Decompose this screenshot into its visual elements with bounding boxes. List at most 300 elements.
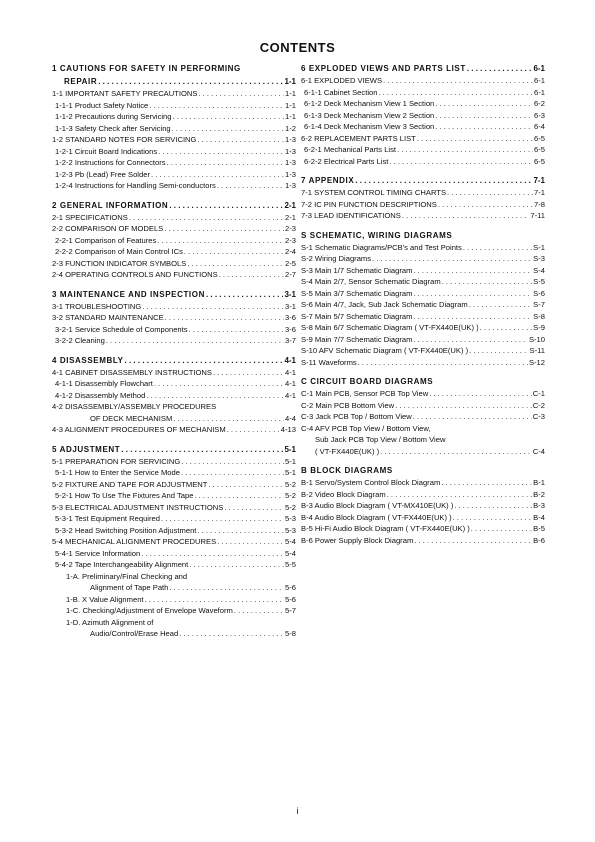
dot-leader <box>413 334 528 346</box>
toc-entry[interactable] <box>52 301 296 313</box>
toc-entry-title: 2-2-1 Comparison of Features <box>55 235 157 245</box>
toc-entry-title: S SCHEMATIC, WIRING DIAGRAMS <box>301 230 453 240</box>
toc-entry[interactable] <box>52 617 296 629</box>
toc-entry[interactable] <box>301 388 545 400</box>
toc-entry[interactable] <box>301 265 545 277</box>
toc-entry-title: 5-1 PREPARATION FOR SERVICING <box>52 456 181 466</box>
toc-entry[interactable] <box>52 559 296 571</box>
toc-entry[interactable] <box>52 146 296 158</box>
toc-entry-title: C-4 AFV PCB Top View / Bottom View, <box>301 423 431 433</box>
dot-leader <box>467 63 533 75</box>
toc-entry-page: 3-1 <box>284 289 296 299</box>
toc-entry[interactable] <box>301 156 545 168</box>
dot-leader <box>429 388 532 400</box>
toc-entry-page: 1-1 <box>285 112 296 121</box>
toc-entry[interactable] <box>301 75 545 87</box>
dot-leader <box>389 156 533 168</box>
toc-entry[interactable] <box>52 571 296 583</box>
dot-leader <box>435 121 533 133</box>
toc-entry-title: 2 GENERAL INFORMATION <box>52 200 169 210</box>
toc-entry[interactable] <box>301 500 545 512</box>
dot-leader <box>413 265 532 277</box>
toc-heading[interactable] <box>301 175 545 187</box>
toc-entry[interactable] <box>301 334 545 346</box>
toc-entry[interactable] <box>52 490 296 502</box>
dot-leader <box>414 535 532 547</box>
toc-entry-page: S-5 <box>533 277 545 286</box>
toc-entry[interactable] <box>301 400 545 412</box>
toc-entry-page: S-7 <box>533 300 545 309</box>
toc-entry-page: 7-1 <box>534 188 545 197</box>
toc-entry-title: 1-A. Preliminary/Final Checking and <box>66 571 188 581</box>
toc-entry[interactable] <box>301 489 545 501</box>
dot-leader <box>206 289 283 301</box>
dot-leader <box>121 444 283 456</box>
toc-entry[interactable] <box>52 594 296 606</box>
dot-leader <box>157 235 284 247</box>
toc-section <box>52 63 296 192</box>
toc-entry-title: S-8 Main 6/7 Schematic Diagram ( VT-FX440E(UK) ) <box>301 323 479 332</box>
toc-entry-title: 6-2-1 Mechanical Parts List <box>304 145 397 154</box>
toc-entry[interactable] <box>301 253 545 265</box>
dot-leader <box>181 467 284 479</box>
toc-entry-page: 7-8 <box>534 199 545 209</box>
toc-entry-title: B-6 Power Supply Block Diagram <box>301 535 414 545</box>
toc-entry[interactable] <box>52 605 296 617</box>
toc-entry-title: 7-3 LEAD IDENTIFICATIONS <box>301 211 401 220</box>
toc-entry[interactable] <box>301 345 545 357</box>
toc-entry-title: 2-1 SPECIFICATIONS <box>52 212 128 222</box>
toc-entry-page: 5-3 <box>285 525 296 535</box>
dot-leader <box>454 500 532 512</box>
toc-entry-page: 2-5 <box>285 258 296 268</box>
toc-entry[interactable] <box>301 87 545 99</box>
dot-leader <box>224 502 284 514</box>
dot-leader <box>213 367 284 379</box>
toc-section <box>301 63 545 167</box>
toc-entry[interactable] <box>301 357 545 369</box>
toc-entry-title: 5-3-1 Test Equipment Required <box>55 514 160 523</box>
toc-entry-page: 2-4 <box>285 247 296 256</box>
toc-entry[interactable] <box>301 535 545 547</box>
toc-entry[interactable] <box>52 157 296 169</box>
toc-entry[interactable] <box>52 123 296 135</box>
toc-entry-title: B-3 Audio Block Diagram ( VT-MX410E(UK) ) <box>301 501 454 510</box>
dot-leader <box>234 605 284 617</box>
toc-entry-title: 1-2-2 Instructions for Connectors <box>55 158 166 167</box>
dot-leader <box>378 87 533 99</box>
toc-entry[interactable] <box>52 467 296 479</box>
toc-entry-title: 1-2 STANDARD NOTES FOR SERVICING <box>52 135 197 144</box>
toc-entry-page: 1-3 <box>285 158 296 167</box>
toc-entry-page: 5-1 <box>285 456 296 466</box>
toc-entry-page: B-5 <box>533 524 545 533</box>
toc-heading[interactable] <box>301 376 545 388</box>
dot-leader <box>197 525 284 537</box>
toc-entry-title: Audio/Control/Erase Head <box>90 629 179 638</box>
toc-entry[interactable] <box>52 390 296 402</box>
toc-entry-page: B-1 <box>533 478 545 487</box>
toc-entry[interactable] <box>301 311 545 323</box>
toc-entry-title: B-4 Audio Block Diagram ( VT-FX440E(UK) ) <box>301 512 452 522</box>
toc-entry-page: 6-2 <box>534 99 545 108</box>
toc-section <box>301 175 545 222</box>
toc-entry-title: 3-2 STANDARD MAINTENANCE <box>52 313 164 322</box>
toc-heading[interactable] <box>52 355 296 367</box>
toc-entry[interactable] <box>52 212 296 224</box>
dot-leader <box>208 479 284 491</box>
dot-leader <box>106 335 284 347</box>
toc-entry[interactable] <box>52 100 296 112</box>
dot-leader <box>402 210 529 222</box>
toc-entry-page: B-2 <box>533 489 545 499</box>
toc-entry-page: 5-1 <box>285 468 296 477</box>
toc-entry[interactable] <box>301 423 545 435</box>
dot-leader <box>145 594 284 606</box>
toc-entry-page: 4-13 <box>280 425 296 434</box>
toc-entry-page: S-3 <box>533 254 545 263</box>
dot-leader <box>173 111 285 123</box>
toc-entry[interactable] <box>301 121 545 133</box>
toc-heading[interactable] <box>52 200 296 212</box>
dot-leader <box>355 175 532 187</box>
toc-entry-page: 1-3 <box>285 135 296 144</box>
toc-entry[interactable] <box>52 324 296 336</box>
dot-leader <box>125 355 284 367</box>
toc-section <box>52 444 296 640</box>
toc-entry[interactable] <box>301 299 545 311</box>
toc-entry[interactable] <box>52 235 296 247</box>
toc-entry-title: 5-2-1 How To Use The Fixtures And Tape <box>55 491 194 500</box>
toc-section <box>52 355 296 436</box>
toc-entry[interactable] <box>301 434 545 446</box>
dot-leader <box>413 411 532 423</box>
toc-entry-title: 1-1-1 Product Safety Notice <box>55 100 149 110</box>
toc-entry-page: B-4 <box>533 512 545 522</box>
toc-entry-title: 6-2-2 Electrical Parts List <box>304 156 389 166</box>
toc-entry[interactable] <box>52 536 296 548</box>
toc-entry-page: C-4 <box>532 446 545 456</box>
toc-entry[interactable] <box>301 512 545 524</box>
toc-entry-title: S-7 Main 5/7 Schematic Diagram <box>301 311 413 321</box>
dot-leader <box>173 413 284 425</box>
toc-section <box>301 376 545 457</box>
toc-entry-title: ( VT-FX440E(UK) ) <box>315 446 380 456</box>
toc-entry-title: 6-1 EXPLODED VIEWS <box>301 76 383 85</box>
dot-leader <box>194 490 284 502</box>
toc-entry[interactable] <box>52 502 296 514</box>
toc-entry-title: 6-1-2 Deck Mechanism View 1 Section <box>304 99 435 108</box>
dot-leader <box>129 212 284 224</box>
toc-entry[interactable] <box>52 424 296 436</box>
dot-leader <box>417 133 533 145</box>
toc-entry-page: 1-3 <box>285 169 296 179</box>
toc-heading[interactable] <box>301 465 545 477</box>
toc-entry-title: C-1 Main PCB, Sensor PCB Top View <box>301 389 429 398</box>
dot-leader <box>219 269 284 281</box>
toc-entry-page: 4-1 <box>285 367 296 377</box>
toc-entry-title: REPAIR <box>64 77 98 86</box>
dot-leader <box>395 400 532 412</box>
toc-entry-page: 5-2 <box>285 479 296 489</box>
toc-entry-page: 6-5 <box>534 133 545 143</box>
dot-leader <box>146 390 284 402</box>
dot-leader <box>154 378 284 390</box>
toc-entry[interactable] <box>52 335 296 347</box>
toc-entry[interactable] <box>52 525 296 537</box>
toc-entry-title: 1-2-4 Instructions for Handling Semi-conductors <box>55 181 216 190</box>
toc-entry-title: S-4 Main 2/7, Sensor Schematic Diagram <box>301 277 441 286</box>
toc-entry[interactable] <box>301 98 545 110</box>
dot-leader <box>184 246 284 258</box>
toc-entry-page: C-3 <box>532 412 545 421</box>
toc-entry-page: 7-11 <box>530 211 545 220</box>
toc-entry[interactable] <box>52 269 296 281</box>
toc-entry-page: C-2 <box>532 400 545 410</box>
dot-leader <box>164 223 284 235</box>
toc-entry-title: S-10 AFV Schematic Diagram ( VT-FX440E(UK) ) <box>301 346 469 355</box>
toc-entry-title: 5-4 MECHANICAL ALIGNMENT PROCEDURES <box>52 537 217 546</box>
toc-entry-title: 4-3 ALIGNMENT PROCEDURES OF MECHANISM <box>52 425 226 434</box>
toc-entry[interactable] <box>301 187 545 199</box>
toc-entry[interactable] <box>301 523 545 535</box>
toc-heading[interactable] <box>301 63 545 75</box>
toc-entry-page: 2-3 <box>285 235 296 245</box>
toc-entry[interactable] <box>52 180 296 192</box>
toc-entry-page: 1-2 <box>285 123 296 133</box>
toc-entry[interactable] <box>52 413 296 425</box>
toc-entry[interactable] <box>52 246 296 258</box>
toc-entry-title: 5-4-2 Tape Interchangeability Alignment <box>55 560 189 569</box>
toc-entry-page: S-8 <box>533 311 545 321</box>
toc-entry-page: 6-3 <box>534 110 545 120</box>
toc-entry-title: B-1 Servo/System Control Block Diagram <box>301 478 441 487</box>
toc-entry-page: 3-6 <box>285 313 296 322</box>
toc-right-column <box>301 62 545 554</box>
toc-entry-page: 6-4 <box>534 122 545 131</box>
toc-entry-title: 1-C. Checking/Adjustment of Envelope Waveform <box>66 606 233 615</box>
toc-entry[interactable] <box>301 210 545 222</box>
dot-leader <box>227 424 280 436</box>
toc-entry[interactable] <box>52 111 296 123</box>
toc-entry-title: S-5 Main 3/7 Schematic Diagram <box>301 288 413 298</box>
toc-entry[interactable] <box>301 276 545 288</box>
toc-entry[interactable] <box>52 367 296 379</box>
dot-leader <box>469 299 532 311</box>
toc-entry[interactable] <box>52 582 296 594</box>
toc-entry[interactable] <box>301 144 545 156</box>
toc-entry-title: 4-1-2 Disassembly Method <box>55 390 146 400</box>
toc-entry-page: 6-1 <box>534 76 545 85</box>
toc-entry[interactable] <box>52 548 296 560</box>
dot-leader <box>217 536 284 548</box>
toc-entry[interactable] <box>52 479 296 491</box>
dot-leader <box>413 288 532 300</box>
toc-entry[interactable] <box>52 513 296 525</box>
toc-entry-page: S-6 <box>533 288 545 298</box>
toc-entry-title: S-3 Main 1/7 Schematic Diagram <box>301 265 413 275</box>
dot-leader <box>198 88 284 100</box>
toc-entry-page: 6-1 <box>533 64 545 73</box>
toc-entry-title: 4 DISASSEMBLY <box>52 355 124 365</box>
dot-leader <box>169 200 283 212</box>
toc-entry-title: 1 CAUTIONS FOR SAFETY IN PERFORMING <box>52 64 241 73</box>
dot-leader <box>187 258 284 270</box>
toc-entry[interactable] <box>301 288 545 300</box>
toc-entry-title: C CIRCUIT BOARD DIAGRAMS <box>301 377 434 386</box>
dot-leader <box>169 582 284 594</box>
toc-entry-title: 3-2-2 Cleaning <box>55 336 105 345</box>
dot-leader <box>172 123 284 135</box>
toc-entry-title: 3-2-1 Service Schedule of Components <box>55 324 188 334</box>
toc-section <box>52 200 296 281</box>
toc-entry-title: 2-4 OPERATING CONTROLS AND FUNCTIONS <box>52 270 218 279</box>
toc-entry-page: 1-3 <box>285 181 296 190</box>
dot-leader <box>358 357 528 369</box>
toc-entry[interactable] <box>301 411 545 423</box>
toc-entry-title: 2-3 FUNCTION INDICATOR SYMBOLS <box>52 258 187 268</box>
toc-entry-title: 7-2 IC PIN FUNCTION DESCRIPTIONS <box>301 199 437 209</box>
toc-section <box>52 289 296 347</box>
toc-entry-page: 3-6 <box>285 324 296 334</box>
toc-entry-title: Alignment of Tape Path <box>90 583 169 592</box>
toc-entry-title: OF DECK MECHANISM <box>90 413 173 423</box>
toc-entry-title: 5-2 FIXTURE AND TAPE FOR ADJUSTMENT <box>52 479 208 489</box>
toc-entry-title: 6 EXPLODED VIEWS AND PARTS LIST <box>301 64 466 73</box>
toc-entry[interactable] <box>301 110 545 122</box>
toc-entry-page: S-1 <box>533 242 545 252</box>
toc-entry-title: 6-2 REPLACEMENT PARTS LIST <box>301 133 416 143</box>
toc-entry-title: 4-1 CABINET DISASSEMBLY INSTRUCTIONS <box>52 367 212 377</box>
toc-entry-title: 1-1-2 Precautions during Servicing <box>55 112 172 121</box>
toc-entry-page: 1-3 <box>285 146 296 156</box>
toc-entry-title: B-5 Hi-Fi Audio Block Diagram ( VT-FX440E(UK) ) <box>301 524 470 533</box>
dot-leader <box>387 489 532 501</box>
toc-entry-title: 3 MAINTENANCE AND INSPECTION <box>52 289 205 299</box>
toc-entry-title: 7 APPENDIX <box>301 176 355 185</box>
toc-heading[interactable] <box>52 76 296 88</box>
toc-entry-page: 4-1 <box>284 355 296 365</box>
toc-entry-title: 5-1-1 How to Enter the Service Mode <box>55 468 180 477</box>
toc-entry-title: 7-1 SYSTEM CONTROL TIMING CHARTS <box>301 188 447 197</box>
dot-leader <box>165 312 284 324</box>
dot-leader <box>217 180 284 192</box>
toc-entry[interactable] <box>52 312 296 324</box>
toc-entry-title: C-2 Main PCB Bottom View <box>301 400 395 410</box>
toc-entry-page: S-10 <box>528 334 545 344</box>
dot-leader <box>463 242 532 254</box>
dot-leader <box>442 276 532 288</box>
toc-entry-page: 5-4 <box>285 548 296 558</box>
toc-entry-title: 5-3-2 Head Switching Position Adjustment <box>55 525 197 535</box>
toc-entry-title: S-6 Main 4/7, Jack, Sub Jack Schematic Diagram <box>301 300 468 309</box>
toc-heading[interactable] <box>301 230 545 242</box>
toc-entry[interactable] <box>301 322 545 334</box>
toc-entry-page: S-11 <box>529 346 545 355</box>
dot-leader <box>141 548 284 560</box>
toc-entry-title: S-11 Waveforms <box>301 357 357 367</box>
toc-section <box>301 465 545 546</box>
toc-entry-page: S-9 <box>533 323 545 332</box>
toc-entry-title: 2-2 COMPARISON OF MODELS <box>52 224 164 233</box>
dot-leader <box>447 187 533 199</box>
toc-entry-page: S-12 <box>528 357 545 367</box>
dot-leader <box>441 477 532 489</box>
toc-entry-page: 4-4 <box>285 413 296 423</box>
toc-entry-page: 2-1 <box>285 212 296 222</box>
toc-heading[interactable] <box>52 289 296 301</box>
page-number: i <box>296 806 299 816</box>
toc-entry[interactable] <box>301 477 545 489</box>
dot-leader <box>383 75 533 87</box>
toc-entry-title: 5-4-1 Service Information <box>55 548 141 558</box>
toc-entry-page: 2-7 <box>285 270 296 279</box>
toc-entry-page: C-1 <box>532 389 545 398</box>
toc-entry-page: B-6 <box>533 535 545 545</box>
toc-entry[interactable] <box>52 628 296 640</box>
toc-entry-title: C-3 Jack PCB Top / Bottom View <box>301 412 412 421</box>
dot-leader <box>469 345 528 357</box>
toc-entry-page: 3-7 <box>285 336 296 345</box>
dot-leader <box>167 157 284 169</box>
toc-entry-page: 6-1 <box>534 87 545 97</box>
toc-entry-page: 2-3 <box>285 224 296 233</box>
toc-heading[interactable] <box>52 444 296 456</box>
toc-entry-title: 4-1-1 Disassembly Flowchart <box>55 379 153 388</box>
toc-entry-page: 5-3 <box>285 514 296 523</box>
toc-entry-title: S-2 Wiring Diagrams <box>301 254 372 263</box>
toc-entry-page: 7-1 <box>533 176 545 185</box>
toc-entry[interactable] <box>52 169 296 181</box>
dot-leader <box>480 322 533 334</box>
dot-leader <box>372 253 532 265</box>
toc-entry-page: 4-1 <box>285 379 296 388</box>
toc-entry[interactable] <box>301 199 545 211</box>
toc-entry-page: 5-5 <box>285 560 296 569</box>
dot-leader <box>471 523 532 535</box>
toc-entry-page: 2-1 <box>284 200 296 210</box>
dot-leader <box>189 324 284 336</box>
toc-entry[interactable] <box>301 242 545 254</box>
toc-entry[interactable] <box>52 456 296 468</box>
toc-entry[interactable] <box>52 134 296 146</box>
toc-entry[interactable] <box>52 88 296 100</box>
toc-entry[interactable] <box>52 401 296 413</box>
toc-entry-title: B-2 Video Block Diagram <box>301 489 386 499</box>
dot-leader <box>189 559 284 571</box>
dot-leader <box>380 446 532 458</box>
dot-leader <box>435 110 533 122</box>
toc-entry[interactable] <box>52 378 296 390</box>
toc-entry-page: 5-6 <box>285 594 296 604</box>
toc-entry-page: 1-1 <box>285 100 296 110</box>
toc-entry[interactable] <box>301 446 545 458</box>
toc-entry-page: 5-1 <box>284 444 296 454</box>
toc-entry-page: 4-1 <box>285 390 296 400</box>
dot-leader <box>438 199 533 211</box>
toc-heading[interactable] <box>52 63 296 75</box>
toc-entry-page: 5-2 <box>285 491 296 500</box>
toc-entry-title: 6-1-1 Cabinet Section <box>304 87 378 97</box>
toc-entry-title: 1-2-1 Circuit Board Indications <box>55 146 158 156</box>
toc-entry-title: 6-1-3 Deck Mechanism View 2 Section <box>304 110 435 120</box>
toc-entry[interactable] <box>52 223 296 235</box>
toc-entry[interactable] <box>52 258 296 270</box>
toc-entry[interactable] <box>301 133 545 145</box>
toc-entry-page: 5-4 <box>285 537 296 546</box>
toc-entry-title: 1-2-3 Pb (Lead) Free Solder <box>55 169 150 179</box>
toc-entry-page: S-4 <box>533 265 545 275</box>
